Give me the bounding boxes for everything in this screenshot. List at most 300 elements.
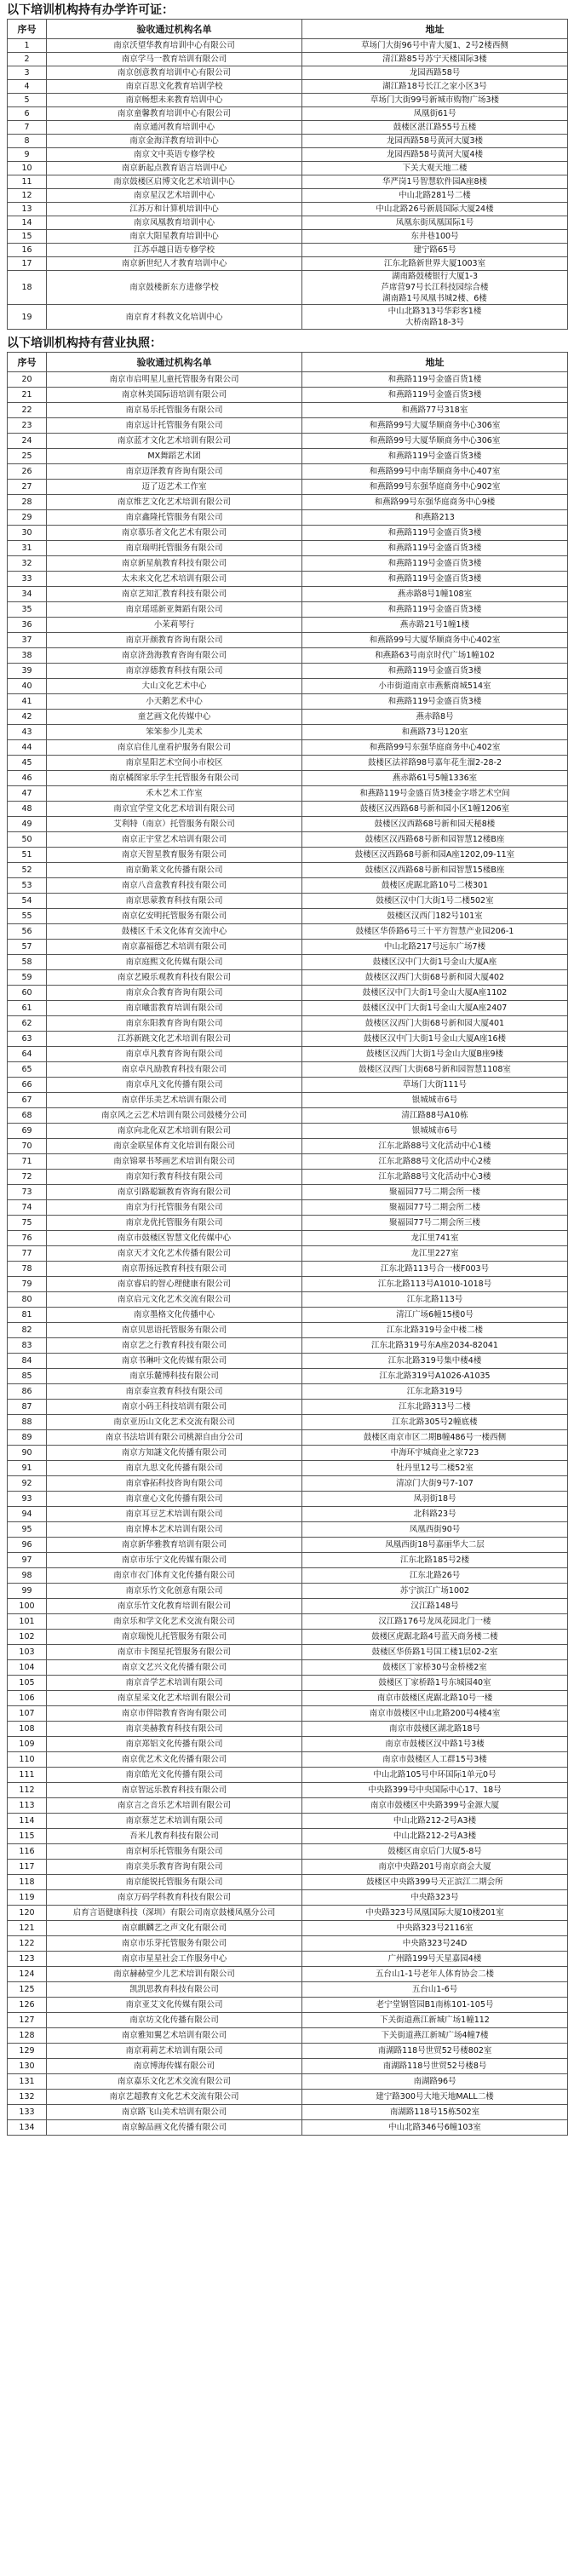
institution-address: 和燕路99号大厦华顺商务中心306室 <box>302 434 568 449</box>
address-line: 湖南路1号凤凰书城2楼、6楼 <box>382 294 487 303</box>
table-row <box>8 1998 568 2013</box>
table-row <box>8 1492 568 1507</box>
header-address: 地址 <box>302 353 568 372</box>
table-row <box>8 1706 568 1722</box>
row-number: 64 <box>8 1047 47 1062</box>
institution-address: 江东北路319号金中楼二楼 <box>302 1323 568 1338</box>
institution-name: 南京济劲海教育咨询有限公司 <box>47 648 302 664</box>
institution-name: 南京开颜教育咨询有限公司 <box>47 633 302 648</box>
institution-address <box>302 39 568 53</box>
table-row <box>8 39 568 53</box>
institution-address: 中山北路217号远东广场7楼 <box>302 940 568 955</box>
row-number: 48 <box>8 802 47 817</box>
table-row <box>8 80 568 94</box>
institution-address: 和燕路119号金盛百货3楼 <box>302 541 568 556</box>
table-row <box>8 1553 568 1568</box>
row-number: 8 <box>8 135 47 148</box>
row-number: 15 <box>8 230 47 244</box>
row-number: 90 <box>8 1446 47 1461</box>
table-row <box>8 1584 568 1599</box>
institution-address: 鼓楼区汉西门182号101室 <box>302 909 568 924</box>
row-number: 36 <box>8 618 47 633</box>
institution-name: 南京众合教育咨询有限公司 <box>47 986 302 1001</box>
row-number: 51 <box>8 848 47 863</box>
institution-address: 汉江路148号 <box>302 1599 568 1614</box>
institution-address: 汉江路176号龙凤花园北门一楼 <box>302 1614 568 1630</box>
institution-name: 南京星采文化艺术培训有限公司 <box>47 1691 302 1706</box>
address-line: 草场门大街96号中青大厦1、2号2楼西侧 <box>361 41 508 50</box>
institution-address: 鼓楼区汉西路68号新和园小区1幢1206室 <box>302 802 568 817</box>
row-number: 79 <box>8 1277 47 1292</box>
table-row <box>8 909 568 924</box>
institution-name: 南京亿安明托管服务有限公司 <box>47 909 302 924</box>
institution-name: 南京泰宣教育科技有限公司 <box>47 1384 302 1400</box>
institution-address: 和燕路119号金盛百货3楼 <box>302 449 568 464</box>
row-number: 55 <box>8 909 47 924</box>
institution-name: 南京乐竹文化教育培训有限公司 <box>47 1599 302 1614</box>
institution-name: 南京帮扬远教育科技有限公司 <box>47 1262 302 1277</box>
table-row <box>8 1522 568 1538</box>
table-row <box>8 1216 568 1231</box>
table-row <box>8 1614 568 1630</box>
institution-address: 清江路88号A10栋 <box>302 1108 568 1124</box>
row-number: 33 <box>8 572 47 587</box>
row-number: 7 <box>8 121 47 135</box>
institution-name: 南京新起点教育语言培训中心 <box>47 162 302 175</box>
institution-name: 南京正宇堂艺术培训有限公司 <box>47 832 302 848</box>
table-row <box>8 1967 568 1982</box>
institution-address: 和燕路119号金盛百货3楼金字塔艺术空间 <box>302 786 568 802</box>
licensed-table-body <box>8 39 568 330</box>
institution-name: 南京通河教育培训中心 <box>47 121 302 135</box>
table-row <box>8 1507 568 1522</box>
institution-name: 南京市乐芽托管服务有限公司 <box>47 1936 302 1952</box>
row-number: 45 <box>8 756 47 771</box>
institution-name: 江苏卓越日语专修学校 <box>47 244 302 257</box>
row-number: 60 <box>8 986 47 1001</box>
table-row <box>8 633 568 648</box>
table-row <box>8 756 568 771</box>
institution-address: 江东北路113号 <box>302 1292 568 1308</box>
institution-name: 南京百思文化教育培训学校 <box>47 80 302 94</box>
table-row <box>8 587 568 602</box>
institution-name: 笨笨参少儿美术 <box>47 725 302 740</box>
institution-address: 鼓楼区汉中门大街1号金山大厦A座 <box>302 955 568 970</box>
row-number: 122 <box>8 1936 47 1952</box>
institution-address: 南京市鼓楼区中央路399号金源大厦 <box>302 1798 568 1814</box>
table-row <box>8 2105 568 2120</box>
institution-name: 南京引路聪颖教育咨询有限公司 <box>47 1185 302 1200</box>
institution-name: 南京市伴陪教育咨询有限公司 <box>47 1706 302 1722</box>
institution-name: 南京鲸品画文化传播有限公司 <box>47 2120 302 2136</box>
institution-name: 小天鹅艺术中心 <box>47 694 302 710</box>
institution-address <box>302 230 568 244</box>
institution-address: 和燕路119号金盛百货1楼 <box>302 372 568 388</box>
table-row <box>8 1078 568 1093</box>
institution-name: 南京音学艺术培训有限公司 <box>47 1676 302 1691</box>
row-number: 119 <box>8 1890 47 1906</box>
institution-address: 江东北路88号文化活动中心1楼 <box>302 1139 568 1154</box>
table-row <box>8 1446 568 1461</box>
row-number: 80 <box>8 1292 47 1308</box>
row-number: 66 <box>8 1078 47 1093</box>
institution-name: 南京乐竹文化创意有限公司 <box>47 1584 302 1599</box>
institution-name: 南京智远乐教育科技有限公司 <box>47 1783 302 1798</box>
row-number: 9 <box>8 148 47 162</box>
row-number: 98 <box>8 1568 47 1584</box>
address-line: 龙园西路58号黄河大厦3楼 <box>386 136 484 146</box>
institution-name: 南京童心文化传播有限公司 <box>47 1492 302 1507</box>
institution-address: 鼓楼区汉中门大街1号金山大厦A座16楼 <box>302 1032 568 1047</box>
institution-name: 南京睿拓科技咨询有限公司 <box>47 1476 302 1492</box>
table-row <box>8 1752 568 1768</box>
row-number: 14 <box>8 216 47 230</box>
row-number: 87 <box>8 1400 47 1415</box>
institution-address <box>302 66 568 80</box>
institution-address <box>302 189 568 203</box>
table-row <box>8 1032 568 1047</box>
institution-address: 中山北路105号中环国际1单元0号 <box>302 1768 568 1783</box>
institution-name: 南京皓光文化传播有限公司 <box>47 1768 302 1783</box>
institution-address: 江东北路113号A1010-1018号 <box>302 1277 568 1292</box>
row-number: 132 <box>8 2090 47 2105</box>
address-line: 湖南路鼓楼银行大厦1-3 <box>391 272 479 281</box>
institution-address: 下关街道燕江新城广场4幢7楼 <box>302 2028 568 2044</box>
table-row <box>8 449 568 464</box>
institution-name: 南京橘图家乐学生托管服务有限公司 <box>47 771 302 786</box>
row-number: 121 <box>8 1921 47 1936</box>
institution-address <box>302 135 568 148</box>
row-number: 115 <box>8 1829 47 1844</box>
row-number: 3 <box>8 66 47 80</box>
institution-name: 南京艺之行教育科技有限公司 <box>47 1338 302 1354</box>
table-row <box>8 1936 568 1952</box>
address-line: 清江路85号苏宁天楼国际3楼 <box>382 55 487 64</box>
institution-name: 南京蓝才文化艺术培训有限公司 <box>47 434 302 449</box>
institution-name: 南京金海洋教育培训中心 <box>47 135 302 148</box>
address-line: 湖江路18号长江之家小区3号 <box>382 82 487 91</box>
row-number: 46 <box>8 771 47 786</box>
institution-name: 南京启元文化艺术交流有限公司 <box>47 1292 302 1308</box>
institution-address <box>302 53 568 66</box>
table-row <box>8 817 568 832</box>
institution-address: 和燕路119号金盛百货3楼 <box>302 526 568 541</box>
table-row <box>8 740 568 756</box>
table-row <box>8 1139 568 1154</box>
institution-name: 南京能锐托管服务有限公司 <box>47 1875 302 1890</box>
institution-name: 南京新世纪人才教育培训中心 <box>47 257 302 271</box>
table-row <box>8 1154 568 1170</box>
institution-address: 江东北路88号文化活动中心3楼 <box>302 1170 568 1185</box>
institution-name: 禾木艺术工作室 <box>47 786 302 802</box>
institution-address: 鼓楼区汉西门大街1号金山大厦B座9楼 <box>302 1047 568 1062</box>
institution-name: 南京卓凡励教育科技有限公司 <box>47 1062 302 1078</box>
row-number: 89 <box>8 1430 47 1446</box>
table-row <box>8 1062 568 1078</box>
table-row <box>8 1369 568 1384</box>
row-number: 22 <box>8 403 47 418</box>
row-number: 92 <box>8 1476 47 1492</box>
row-number: 99 <box>8 1584 47 1599</box>
table-row <box>8 1921 568 1936</box>
table-row <box>8 1093 568 1108</box>
address-line: 凤凰东街凤凰国际1号 <box>395 218 474 227</box>
institution-name: 南京书法培训有限公司桃源自由分公司 <box>47 1430 302 1446</box>
institution-address: 江东北路319号东A座2034-82041 <box>302 1338 568 1354</box>
row-number: 12 <box>8 189 47 203</box>
row-number: 120 <box>8 1906 47 1921</box>
row-number: 40 <box>8 679 47 694</box>
row-number: 93 <box>8 1492 47 1507</box>
table-row <box>8 53 568 66</box>
table-row <box>8 1262 568 1277</box>
row-number: 106 <box>8 1691 47 1706</box>
row-number: 107 <box>8 1706 47 1722</box>
table-row <box>8 1568 568 1584</box>
institution-name: 南京市鼓楼区智慧文化传媒中心 <box>47 1231 302 1246</box>
institution-address: 鼓楼区汉西路68号新和园智慧15楼B座 <box>302 863 568 878</box>
institution-address: 鼓楼区丁家桥30号金桥楼2室 <box>302 1660 568 1676</box>
row-number: 131 <box>8 2074 47 2090</box>
row-number: 42 <box>8 710 47 725</box>
institution-address: 和燕路119号金盛百货3楼 <box>302 556 568 572</box>
table-row <box>8 510 568 526</box>
address-line: 下关大观天地二楼 <box>402 164 468 173</box>
row-number: 65 <box>8 1062 47 1078</box>
institution-address: 和燕路99号东强华庭商务中心902室 <box>302 480 568 495</box>
institution-name: 南京路飞山美术培训有限公司 <box>47 2105 302 2120</box>
institution-name: 南京向北化双艺术培训有限公司 <box>47 1124 302 1139</box>
institution-address <box>302 107 568 121</box>
institution-address: 和燕路119号金盛百货3楼 <box>302 602 568 618</box>
institution-address: 江东北路319号A1026-A1035 <box>302 1369 568 1384</box>
institution-name: 南京优艺术文化传播有限公司 <box>47 1752 302 1768</box>
table-row <box>8 1875 568 1890</box>
table-row <box>8 970 568 986</box>
table-row <box>8 848 568 863</box>
row-number: 102 <box>8 1630 47 1645</box>
header-no: 序号 <box>8 20 47 39</box>
table-row <box>8 305 568 330</box>
institution-name: 艾利特（南京）托管服务有限公司 <box>47 817 302 832</box>
address-line: 芦席营97号长江科技园综合楼 <box>381 283 489 292</box>
institution-address: 下关街道燕江新城广场1幢112 <box>302 2013 568 2028</box>
institution-address <box>302 257 568 271</box>
institution-name: 南京乐和学文化艺术交流有限公司 <box>47 1614 302 1630</box>
institution-address: 和燕路99号东强华庭商务中心402室 <box>302 740 568 756</box>
table-row <box>8 572 568 587</box>
row-number: 63 <box>8 1032 47 1047</box>
address-line: 鼓楼区湛江路55号五楼 <box>393 123 477 132</box>
table-row <box>8 1461 568 1476</box>
institution-name: 南京贝思语托管服务有限公司 <box>47 1323 302 1338</box>
institution-name: 南京鑫隆托管服务有限公司 <box>47 510 302 526</box>
row-number: 86 <box>8 1384 47 1400</box>
row-number: 130 <box>8 2059 47 2074</box>
institution-address: 和燕路119号金盛百货3楼 <box>302 572 568 587</box>
institution-name: 南京远计托管服务有限公司 <box>47 418 302 434</box>
institution-address: 清凉门大街9号7-107 <box>302 1476 568 1492</box>
row-number: 95 <box>8 1522 47 1538</box>
table-row <box>8 1354 568 1369</box>
institution-address: 南京市鼓楼区湖北路18号 <box>302 1722 568 1737</box>
row-number: 75 <box>8 1216 47 1231</box>
row-number: 97 <box>8 1553 47 1568</box>
institution-address: 燕赤路61号5幢1336室 <box>302 771 568 786</box>
institution-name: 南京星汉艺术培训中心 <box>47 189 302 203</box>
institution-address: 苏宁滨江广场1002 <box>302 1584 568 1599</box>
row-number: 104 <box>8 1660 47 1676</box>
table-row <box>8 863 568 878</box>
row-number: 84 <box>8 1354 47 1369</box>
institution-address: 南湖路96号 <box>302 2074 568 2090</box>
row-number: 5 <box>8 94 47 107</box>
institution-address: 中央路323号2116室 <box>302 1921 568 1936</box>
institution-name: 南京方知謎文化传播有限公司 <box>47 1446 302 1461</box>
row-number: 44 <box>8 740 47 756</box>
table-row <box>8 388 568 403</box>
table-row <box>8 372 568 388</box>
institution-name: 南京为行托管服务有限公司 <box>47 1200 302 1216</box>
row-number: 56 <box>8 924 47 940</box>
institution-name: 南京言之音乐艺术培训有限公司 <box>47 1798 302 1814</box>
table-row <box>8 1185 568 1200</box>
business-table <box>7 352 568 2136</box>
institution-name: 南京市卡图星托管服务有限公司 <box>47 1645 302 1660</box>
institution-name: 南京文中英语专修学校 <box>47 148 302 162</box>
table-row <box>8 1722 568 1737</box>
table-row <box>8 2044 568 2059</box>
row-number: 94 <box>8 1507 47 1522</box>
table-row <box>8 271 568 305</box>
institution-address: 五台山1-1号老年人体育协会二楼 <box>302 1967 568 1982</box>
table-row <box>8 1384 568 1400</box>
table-row <box>8 1200 568 1216</box>
table-row <box>8 710 568 725</box>
row-number: 53 <box>8 878 47 894</box>
institution-address: 鼓楼区汉中门大街1号二楼502室 <box>302 894 568 909</box>
institution-name: 鼓楼区千禾文化体育交流中心 <box>47 924 302 940</box>
institution-address: 江东北路319号 <box>302 1384 568 1400</box>
table-row <box>8 2059 568 2074</box>
institution-name: 南京嘉福德艺术培训有限公司 <box>47 940 302 955</box>
address-line: 中山北路313号华彩客1楼 <box>387 307 482 316</box>
row-number: 117 <box>8 1860 47 1875</box>
address-line: 龙园西路58号 <box>409 68 461 78</box>
table-row <box>8 495 568 510</box>
table-row <box>8 694 568 710</box>
table-row <box>8 1400 568 1415</box>
institution-address: 和燕路119号金盛百货3楼 <box>302 664 568 679</box>
institution-name: 小茉莉琴行 <box>47 618 302 633</box>
institution-name: 南京九思文化传播有限公司 <box>47 1461 302 1476</box>
institution-address: 和燕路99号中南华顺商务中心407室 <box>302 464 568 480</box>
institution-address: 鼓楼区汉中门大街1号金山大厦A座1102 <box>302 986 568 1001</box>
table-row <box>8 162 568 175</box>
institution-address: 和燕路77号318室 <box>302 403 568 418</box>
institution-name: 凯凯思教育科技有限公司 <box>47 1982 302 1998</box>
table-row <box>8 1676 568 1691</box>
table-row <box>8 480 568 495</box>
institution-name: 南京勤莱文化传播有限公司 <box>47 863 302 878</box>
table-row <box>8 175 568 189</box>
row-number: 114 <box>8 1814 47 1829</box>
institution-address: 银城城市6号 <box>302 1124 568 1139</box>
institution-name: 南京大阳星教育培训中心 <box>47 230 302 244</box>
institution-address: 南京市鼓楼区虎踞北路10号一楼 <box>302 1691 568 1706</box>
institution-address: 鼓楼区汉西路68号新和园天秘8楼 <box>302 817 568 832</box>
table-header-row <box>8 20 568 39</box>
institution-name: 南京蔡芝艺术培训有限公司 <box>47 1814 302 1829</box>
institution-address: 建宁路300号大地天地MALL二楼 <box>302 2090 568 2105</box>
table-row <box>8 403 568 418</box>
row-number: 77 <box>8 1246 47 1262</box>
institution-address: 江东北路185号2楼 <box>302 1553 568 1568</box>
address-line: 龙园西路58号黄河大厦4楼 <box>386 150 484 159</box>
institution-address: 和燕路73号120室 <box>302 725 568 740</box>
table-row <box>8 1001 568 1016</box>
row-number: 128 <box>8 2028 47 2044</box>
row-number: 113 <box>8 1798 47 1814</box>
institution-name: 南京嘉乐文化艺术交流有限公司 <box>47 2074 302 2090</box>
row-number: 69 <box>8 1124 47 1139</box>
row-number: 109 <box>8 1737 47 1752</box>
table-row <box>8 1691 568 1706</box>
institution-address: 鼓楼区丁家桥路1号东城园40室 <box>302 1676 568 1691</box>
row-number: 59 <box>8 970 47 986</box>
institution-name: 南京博海传媒有限公司 <box>47 2059 302 2074</box>
table-row <box>8 135 568 148</box>
row-number: 13 <box>8 203 47 216</box>
institution-name: 南京新星航教育科技有限公司 <box>47 556 302 572</box>
table-row <box>8 1814 568 1829</box>
institution-name: 南京书琳叶文化传媒有限公司 <box>47 1354 302 1369</box>
institution-address: 南湖路118号世贸52号楼802室 <box>302 2044 568 2059</box>
institution-name: 南京启佳儿童看护服务有限公司 <box>47 740 302 756</box>
institution-name: 南京慕乐者文化艺术有限公司 <box>47 526 302 541</box>
row-number: 23 <box>8 418 47 434</box>
row-number: 28 <box>8 495 47 510</box>
institution-name: 南京市启明星儿童托管服务有限公司 <box>47 372 302 388</box>
row-number: 18 <box>8 271 47 305</box>
row-number: 10 <box>8 162 47 175</box>
institution-name: 南京沃望华教育培训中心有限公司 <box>47 39 302 53</box>
institution-name: 大山文化艺术中心 <box>47 679 302 694</box>
institution-address: 鼓楼区中央路399号天正滨江二期会所 <box>302 1875 568 1890</box>
row-number: 72 <box>8 1170 47 1185</box>
row-number: 52 <box>8 863 47 878</box>
table-row <box>8 1844 568 1860</box>
institution-name: 南京坊文化传播有限公司 <box>47 2013 302 2028</box>
institution-name: 南京创意教育培训中心有限公司 <box>47 66 302 80</box>
institution-address: 中央路323号 <box>302 1890 568 1906</box>
table-row <box>8 2013 568 2028</box>
institution-name: 南京锦翠书琴画艺术培训有限公司 <box>47 1154 302 1170</box>
table-row <box>8 418 568 434</box>
institution-address: 中央路323号24D <box>302 1936 568 1952</box>
table-row <box>8 1783 568 1798</box>
row-number: 2 <box>8 53 47 66</box>
institution-address: 中山北路346号6幢103室 <box>302 2120 568 2136</box>
table-row <box>8 1016 568 1032</box>
institution-address: 中山北路212-2号A3楼 <box>302 1829 568 1844</box>
institution-name: 南京瑶瑶新亚舞蹈有限公司 <box>47 602 302 618</box>
table-row <box>8 1906 568 1921</box>
institution-address: 江东北路113号合一楼F003号 <box>302 1262 568 1277</box>
institution-name: 南京鼓楼区启博文化艺术培训中心 <box>47 175 302 189</box>
address-line: 东井巷100号 <box>410 232 459 241</box>
address-line: 草场门大街99号新城市购物广场3楼 <box>370 95 500 105</box>
